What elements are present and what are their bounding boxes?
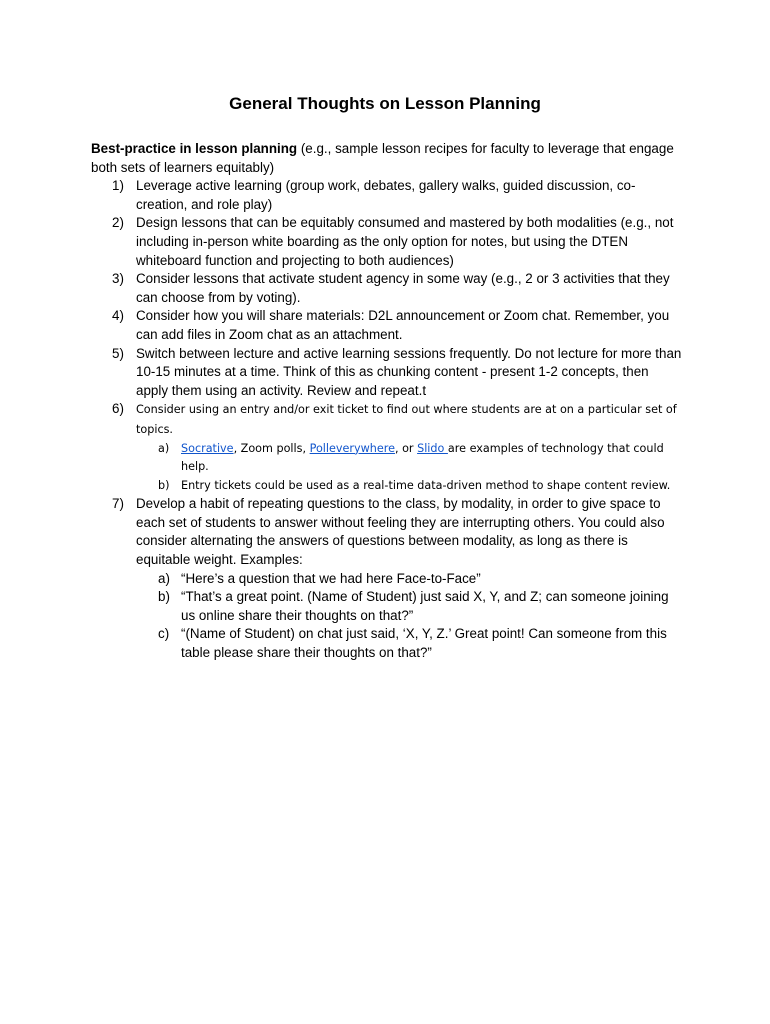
list-item-text: Leverage active learning (group work, debates, gallery walks, guided discussion, co-creation, and role play) <box>136 178 636 212</box>
polleverywhere-link[interactable]: Polleverywhere <box>309 441 395 455</box>
list-item-1 <box>91 177 683 214</box>
sub-item-text: are examples of technology that could help. <box>181 441 664 474</box>
slido-link[interactable]: Slido <box>417 441 448 455</box>
list-item-2 <box>91 214 683 270</box>
list-item-6 <box>91 400 683 495</box>
sub-letter: a) <box>158 570 170 586</box>
page-title: General Thoughts on Lesson Planning <box>229 94 541 113</box>
sub-item-a <box>136 440 683 477</box>
list-number: 7) <box>112 496 124 512</box>
sub-item-text: “(Name of Student) on chat just said, ‘X, Y, Z.’ Great point! Can someone from this table please share their thoughts on that?” <box>181 626 667 661</box>
list-item-text: Consider lessons that activate student agency in some way (e.g., 2 or 3 activities that they can choose from by voting). <box>136 271 670 305</box>
sub-item-text: , Zoom polls, <box>233 441 310 455</box>
list-number: 4) <box>112 308 124 324</box>
sub-item-b <box>136 477 683 496</box>
sub-letter: c) <box>158 626 170 642</box>
sub-letter: b) <box>158 478 170 492</box>
list-item-3 <box>91 270 683 307</box>
list-number: 2) <box>112 215 124 231</box>
list-item-text: Consider using an entry and/or exit ticket to find out where students are at on a particular set of topics. <box>136 403 677 436</box>
sub-item-text: , or <box>394 441 418 455</box>
list-item-text: Develop a habit of repeating questions to the class, by modality, in order to give space to each set of students to answer without feeling they are interrupting others. You could also consider alternating the answers of questions between modality, as long as there is equitable weight. Examples: <box>136 496 665 568</box>
sub-item-c <box>136 625 683 662</box>
sub-item-b <box>136 588 683 625</box>
list-number: 1) <box>112 178 124 194</box>
sub-item-a <box>136 570 683 589</box>
intro-paragraph <box>91 140 683 177</box>
list-number: 3) <box>112 271 124 287</box>
intro-text: (e.g., sample lesson recipes for faculty to leverage that engage both sets of learners equitably) <box>91 141 674 175</box>
sub-letter: b) <box>158 589 170 605</box>
sub-list <box>136 440 683 496</box>
numbered-list <box>91 177 683 662</box>
sub-item-text: “That’s a great point. (Name of Student) just said X, Y, and Z; can someone joining us online share their thoughts on that?” <box>181 589 669 623</box>
list-item-text: Consider how you will share materials: D2L announcement or Zoom chat. Remember, you can add files in Zoom chat as an attachment. <box>136 308 670 342</box>
list-item-text: Switch between lecture and active learning sessions frequently. Do not lecture for more than 10-15 minutes at a time. Think of this as chunking content - present 1-2 concepts, then apply them using an activity. Review and repeat.t <box>136 345 682 398</box>
list-item-4 <box>91 307 683 344</box>
list-item-5 <box>91 345 683 401</box>
list-number: 5) <box>112 345 124 361</box>
list-item-text: Design lessons that can be equitably consumed and mastered by both modalities (e.g., not including in-person white boarding as the only option for notes, but using the DTEN whiteboard function and projecting to both audiences) <box>136 215 674 268</box>
sub-item-text: “Here’s a question that we had here Face-to-Face” <box>181 570 481 586</box>
sub-list <box>136 570 683 663</box>
intro-bold-text: Best-practice in lesson planning <box>91 141 298 156</box>
sub-letter: a) <box>158 441 170 455</box>
document-body <box>91 140 683 663</box>
list-item-7 <box>91 495 683 662</box>
sub-item-text: Entry tickets could be used as a real-time data-driven method to shape content review. <box>181 478 671 492</box>
list-number: 6) <box>112 401 124 417</box>
socrative-link[interactable]: Socrative <box>181 441 234 455</box>
